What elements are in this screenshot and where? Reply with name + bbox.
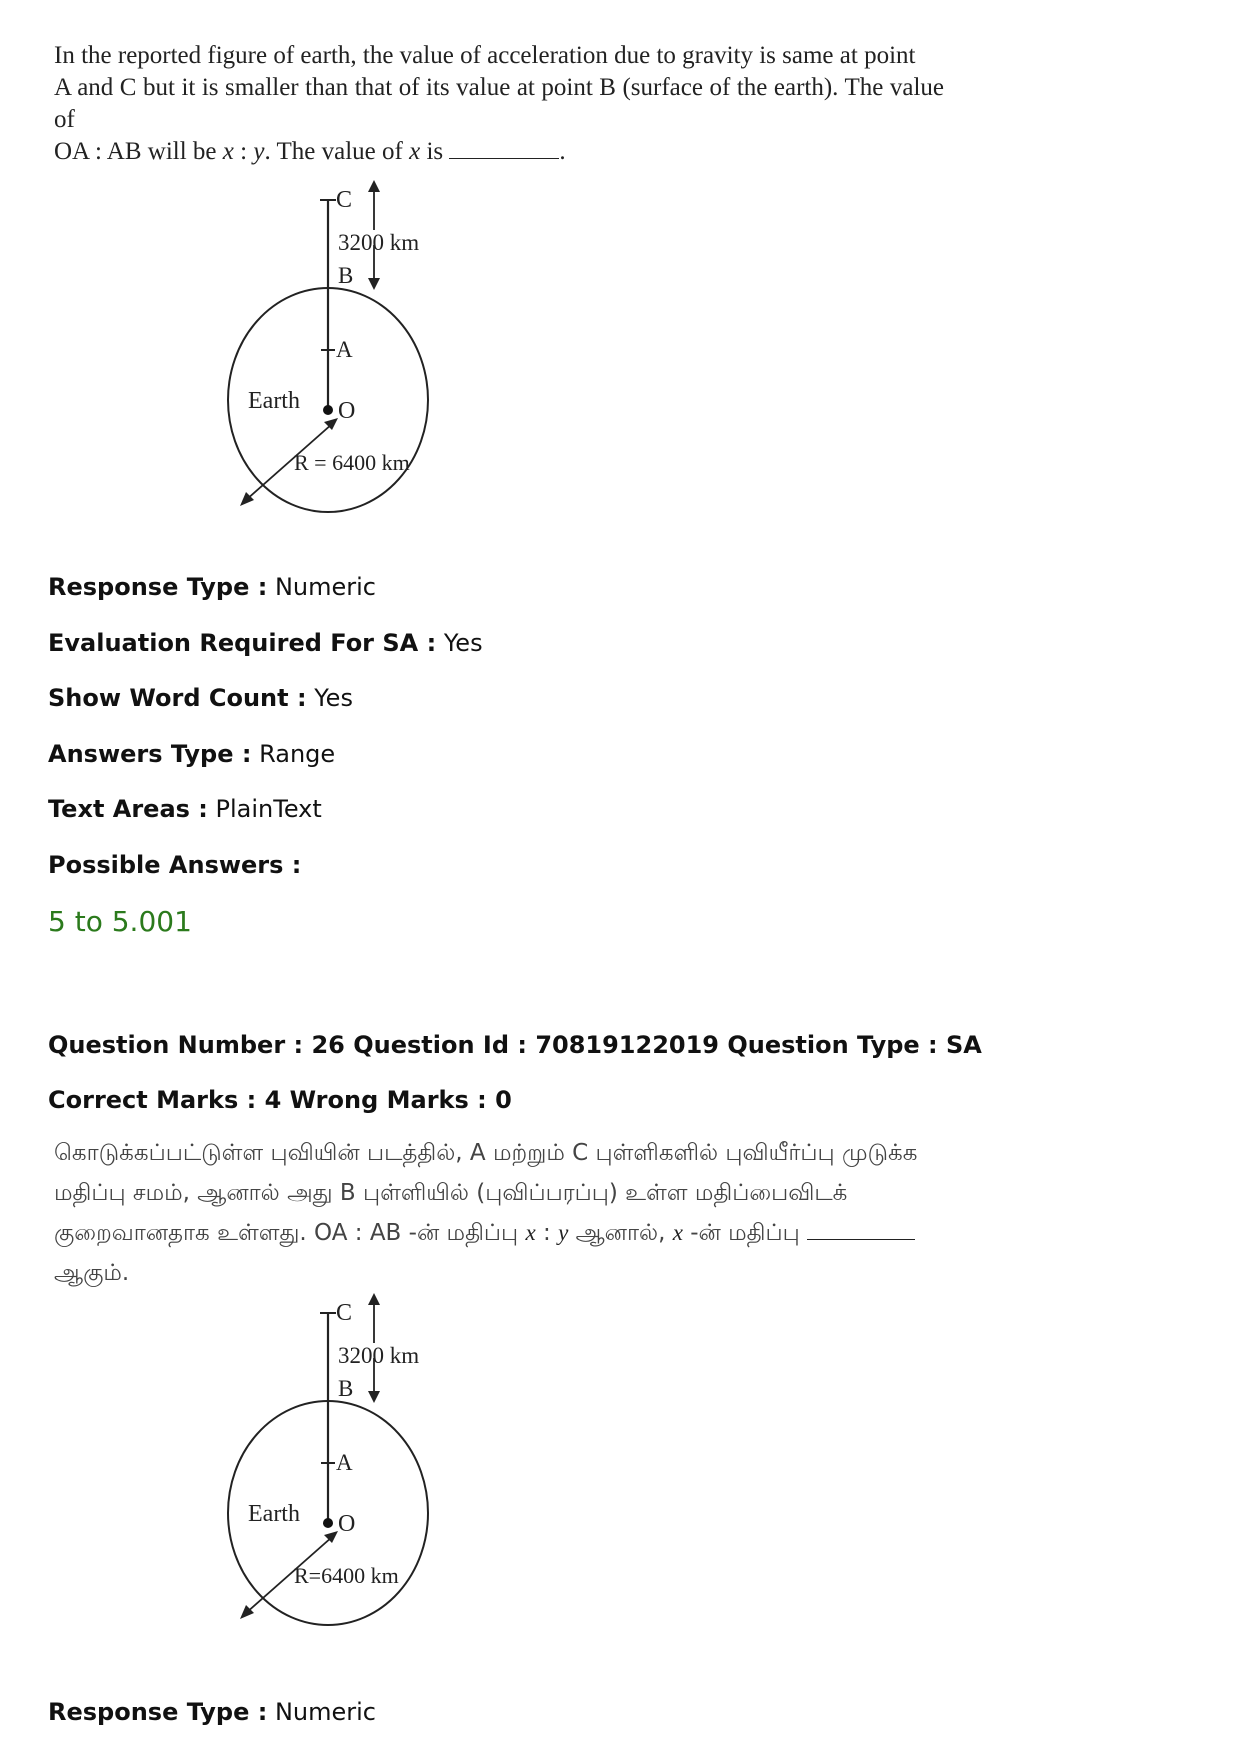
tamil-segment: ஆனால்,	[575, 1220, 666, 1246]
label-earth: Earth	[248, 1501, 300, 1527]
tamil-text-line: மதிப்பு சமம், ஆனால் அது B புள்ளியில் (புவிப்பரப்பு) உள்ள மதிப்பைவிடக்	[54, 1180, 848, 1206]
question-25-text	[54, 40, 944, 168]
field-label: Text Areas :	[48, 795, 208, 823]
arrow-down-head	[368, 278, 380, 290]
tamil-text-line	[54, 1213, 944, 1253]
tamil-segment: -ன் மதிப்பு	[690, 1220, 800, 1246]
question-text-line: In the reported figure of earth, the value of acceleration due to gravity is same at point	[54, 42, 916, 69]
variable-y: y	[253, 138, 265, 165]
field-label: Show Word Count :	[48, 684, 307, 712]
question-text-line: A and C but it is smaller than that of its value at point B (surface of the earth). The value of	[54, 74, 944, 133]
label-b: B	[338, 263, 354, 288]
label-distance: 3200 km	[338, 230, 420, 255]
variable-x: x	[222, 138, 234, 165]
field-label: Possible Answers :	[48, 851, 302, 879]
response-type-field	[48, 1697, 376, 1727]
arrow-down-head	[368, 1391, 380, 1403]
field-value: Yes	[443, 629, 483, 657]
marks-text: Correct Marks : 4 Wrong Marks : 0	[48, 1086, 512, 1114]
variable-y: y	[558, 1220, 569, 1245]
question-text-segment: is	[426, 138, 444, 165]
arrow-up-head	[368, 1293, 380, 1305]
question-header	[48, 1030, 982, 1060]
show-word-count-field	[48, 683, 353, 713]
ratio-colon: :	[233, 138, 254, 165]
ratio-colon: :	[535, 1220, 559, 1246]
field-label: Answers Type :	[48, 740, 252, 768]
earth-gravity-figure	[220, 180, 450, 550]
field-label: Response Type :	[48, 1698, 268, 1726]
period: .	[559, 138, 566, 165]
field-value: Range	[259, 740, 336, 768]
label-o: O	[338, 398, 356, 424]
tamil-text-line: கொடுக்கப்பட்டுள்ள புவியின் படத்தில், A மற்றும் C புள்ளிகளில் புவியீர்ப்பு முடுக்க	[54, 1140, 918, 1166]
center-dot-o	[323, 1518, 333, 1528]
field-value: PlainText	[215, 795, 322, 823]
field-value: Numeric	[274, 573, 376, 601]
label-c: C	[336, 187, 353, 213]
field-value: Numeric	[274, 1698, 376, 1726]
earth-gravity-figure	[220, 1293, 450, 1663]
label-earth: Earth	[248, 388, 300, 414]
question-text-segment: . The value of	[264, 138, 403, 165]
label-distance: 3200 km	[338, 1343, 420, 1368]
question-text-segment: OA : AB will be	[54, 138, 217, 165]
field-label: Response Type :	[48, 573, 268, 601]
question-text-line	[54, 136, 944, 168]
variable-x: x	[409, 138, 421, 165]
field-value: Yes	[314, 684, 353, 712]
answer-blank	[449, 138, 559, 159]
arrow-up-head	[368, 180, 380, 192]
center-dot-o	[323, 405, 333, 415]
variable-x: x	[672, 1220, 683, 1245]
text-areas-field	[48, 794, 322, 824]
variable-x: x	[525, 1220, 536, 1245]
label-a: A	[336, 337, 353, 362]
evaluation-required-field	[48, 628, 483, 658]
question-26-tamil-text	[54, 1133, 944, 1293]
answers-type-field	[48, 739, 335, 769]
label-b: B	[338, 1376, 354, 1401]
response-type-field	[48, 572, 376, 602]
label-radius: R=6400 km	[294, 1563, 399, 1588]
field-label: Evaluation Required For SA :	[48, 629, 437, 657]
label-o: O	[338, 1511, 356, 1537]
answer-blank	[807, 1219, 915, 1240]
label-c: C	[336, 1300, 353, 1326]
label-radius: R = 6400 km	[294, 450, 410, 475]
tamil-text-line: ஆகும்.	[54, 1260, 130, 1286]
possible-answers-field	[48, 850, 301, 880]
question-header-text: Question Number : 26 Question Id : 70819122019 Question Type : SA	[48, 1031, 982, 1059]
marks-line	[48, 1085, 512, 1115]
label-a: A	[336, 1450, 353, 1475]
possible-answer-value: 5 to 5.001	[48, 905, 192, 938]
tamil-segment: குறைவானதாக உள்ளது. OA : AB -ன் மதிப்பு	[54, 1220, 519, 1246]
